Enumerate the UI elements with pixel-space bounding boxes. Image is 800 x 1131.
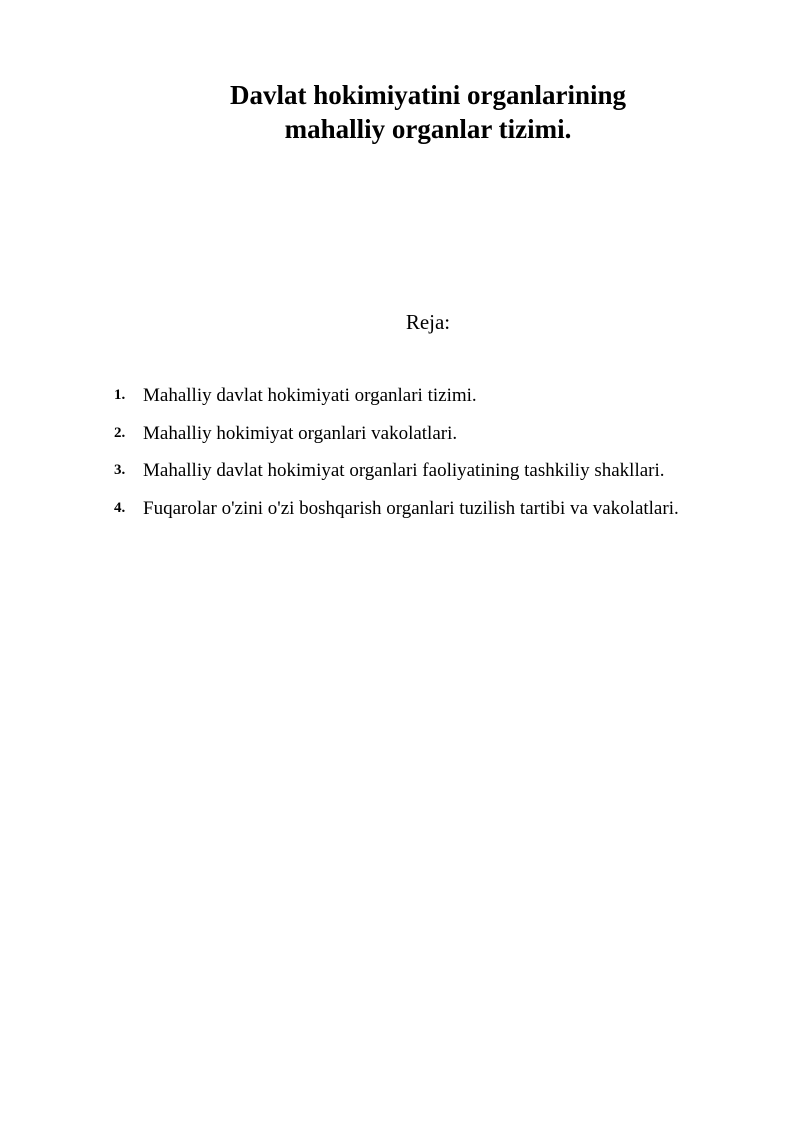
plan-heading: Reja: [405, 310, 451, 334]
plan-item-number: 3. [114, 462, 126, 478]
title-line-1: Davlat hokimiyatini organlarining [229, 80, 627, 110]
plan-item [0, 377, 743, 415]
plan-list [0, 377, 800, 527]
plan-item [0, 490, 743, 528]
plan-item-text: Mahalliy davlat hokimiyat organlari faoliyatining tashkiliy shakllari. [143, 460, 665, 481]
document-title [0, 78, 800, 146]
plan-item-text: Mahalliy hokimiyat organlari vakolatlari. [143, 422, 458, 444]
plan-item [0, 452, 743, 490]
plan-item [0, 415, 743, 453]
plan-item-text: Fuqarolar o'zini o'zi boshqarish organlari tuzilish tartibi va vakolatlari. [143, 497, 679, 519]
plan-item-number: 2. [114, 424, 126, 441]
plan-item-number: 4. [114, 499, 126, 516]
plan-item-text: Mahalliy davlat hokimiyati organlari tizimi. [143, 385, 477, 406]
title-line-2: mahalliy organlar tizimi. [284, 114, 572, 144]
plan-item-number: 1. [114, 387, 126, 403]
